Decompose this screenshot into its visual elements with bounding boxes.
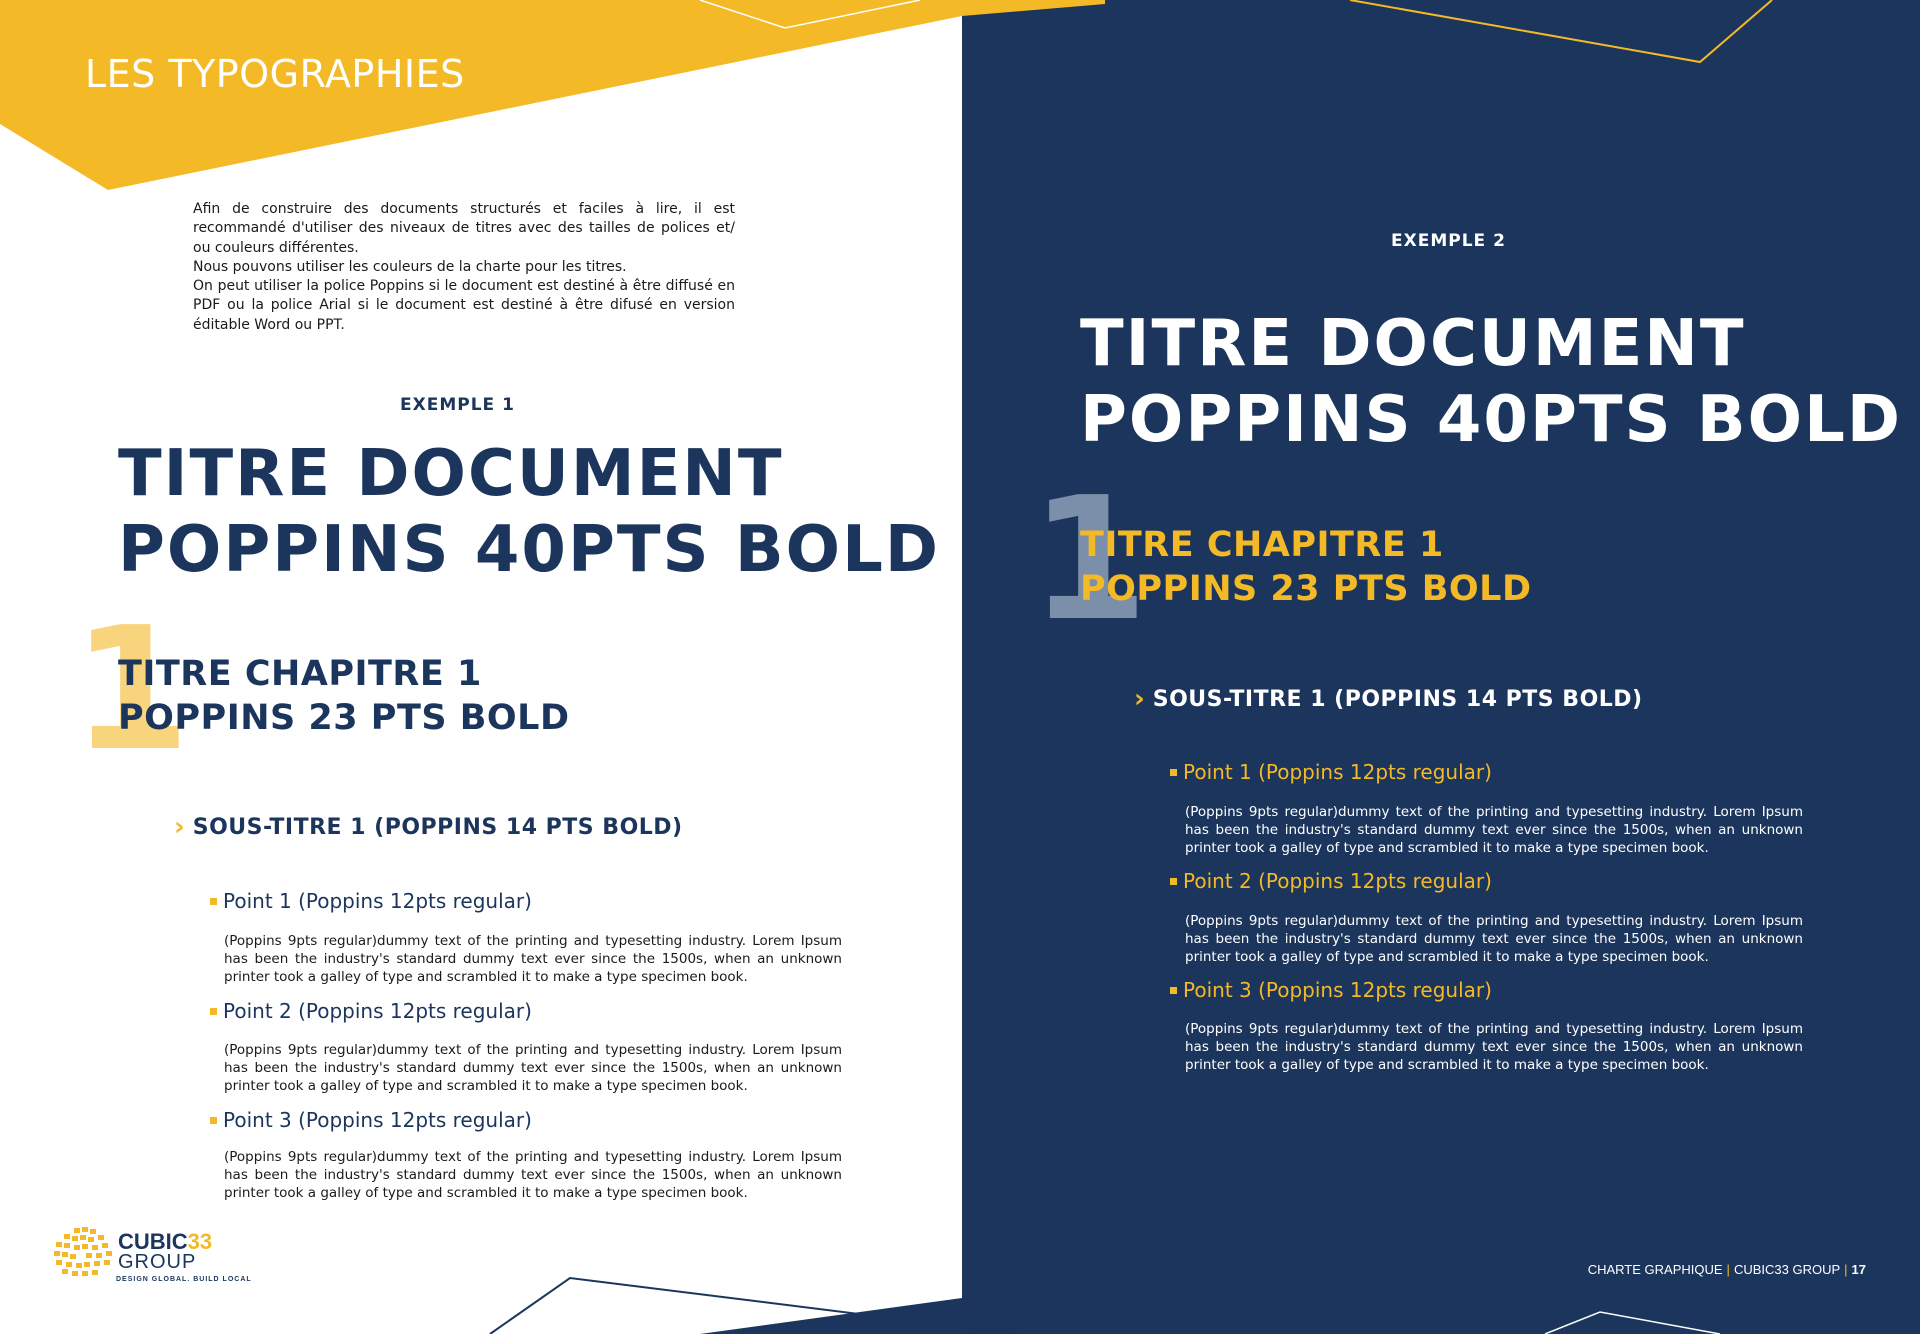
cube-logo-icon: [52, 1226, 114, 1280]
example2-subtitle-row: [1134, 686, 1643, 712]
example1-point1-label: Point 1 (Poppins 12pts regular): [223, 889, 532, 913]
intro-text: [193, 200, 735, 335]
example1-chapter-number: 1: [72, 591, 191, 789]
example2-doc-title-line2: POPPINS 40PTS BOLD: [1080, 383, 1902, 457]
company-logo: [52, 1226, 252, 1286]
bullet-square-icon: [1170, 878, 1177, 885]
example1-point2-row: [210, 999, 532, 1023]
example1-doc-title: [118, 436, 940, 588]
logo-tagline: DESIGN GLOBAL. BUILD LOCAL: [116, 1276, 252, 1283]
intro-paragraph-1: Afin de construire des documents structurés et faciles à lire, il est recommandé d'utiliser des niveaux de titres avec des tailles de polices et/ ou couleurs différentes.: [193, 201, 735, 256]
example1-subtitle: SOUS-TITRE 1 (POPPINS 14 PTS BOLD): [192, 814, 683, 840]
logo-name-part2: 33: [187, 1229, 213, 1254]
example2-point3-text: (Poppins 9pts regular)dummy text of the printing and typesetting industry. Lorem Ipsum has been the industry's standard dummy text ever since the 1500s, when an unknown printer took a galley of type and scrambled it to make a type specimen book.: [1185, 1021, 1803, 1073]
example2-subtitle: SOUS-TITRE 1 (POPPINS 14 PTS BOLD): [1152, 686, 1643, 712]
example2-point2-row: [1170, 869, 1492, 893]
example2-doc-title: [1080, 306, 1902, 458]
example1-subtitle-row: [174, 814, 683, 840]
bullet-square-icon: [1170, 769, 1177, 776]
bottom-wedge: [700, 1298, 962, 1334]
bullet-square-icon: [210, 898, 217, 905]
example1-doc-title-line1: TITRE DOCUMENT: [118, 437, 784, 511]
example1-point3-label: Point 3 (Poppins 12pts regular): [223, 1108, 532, 1132]
footer-middle: CUBIC33 GROUP: [1733, 1262, 1841, 1277]
example2-point3-label: Point 3 (Poppins 12pts regular): [1183, 978, 1492, 1002]
example2-chapter-line1: TITRE CHAPITRE 1: [1080, 525, 1444, 565]
page-footer: [1588, 1262, 1866, 1277]
example1-point2-label: Point 2 (Poppins 12pts regular): [223, 999, 532, 1023]
chevron-right-icon: ›: [1134, 684, 1145, 714]
example1-chapter-line1: TITRE CHAPITRE 1: [118, 654, 482, 694]
footer-separator: |: [1726, 1262, 1730, 1277]
example1-point1-row: [210, 889, 532, 913]
example2-point3-row: [1170, 978, 1492, 1002]
example2-chapter-title: [1080, 523, 1532, 611]
footer-separator: |: [1844, 1262, 1848, 1277]
example2-point2-label: Point 2 (Poppins 12pts regular): [1183, 869, 1492, 893]
logo-group-text: GROUP: [118, 1251, 197, 1273]
example2-chapter-number: 1: [1030, 461, 1149, 659]
example2-point1-label: Point 1 (Poppins 12pts regular): [1183, 760, 1492, 784]
example1-doc-title-line2: POPPINS 40PTS BOLD: [118, 513, 940, 587]
page-number: 17: [1851, 1262, 1866, 1277]
example2-point2-text: (Poppins 9pts regular)dummy text of the printing and typesetting industry. Lorem Ipsum has been the industry's standard dummy text ever since the 1500s, when an unknown printer took a galley of type and scrambled it to make a type specimen book.: [1185, 913, 1803, 965]
footer-left: CHARTE GRAPHIQUE: [1587, 1262, 1723, 1277]
example1-label: EXEMPLE 1: [400, 395, 515, 415]
example1-point2-text: (Poppins 9pts regular)dummy text of the printing and typesetting industry. Lorem Ipsum has been the industry's standard dummy text ever since the 1500s, when an unknown printer took a galley of type and scrambled it to make a type specimen book.: [224, 1042, 842, 1094]
example1-point3-row: [210, 1108, 532, 1132]
example2-doc-title-line1: TITRE DOCUMENT: [1080, 307, 1746, 381]
navy-panel: [962, 0, 1920, 1334]
example2-point1-text: (Poppins 9pts regular)dummy text of the printing and typesetting industry. Lorem Ipsum has been the industry's standard dummy text ever since the 1500s, when an unknown printer took a galley of type and scrambled it to make a type specimen book.: [1185, 804, 1803, 856]
example2-point1-row: [1170, 760, 1492, 784]
example1-chapter-title: [118, 652, 570, 740]
example2-chapter-line2: POPPINS 23 PTS BOLD: [1080, 569, 1532, 609]
example1-chapter-line2: POPPINS 23 PTS BOLD: [118, 698, 570, 738]
bullet-square-icon: [1170, 987, 1177, 994]
bullet-square-icon: [210, 1117, 217, 1124]
intro-paragraph-3: On peut utiliser la police Poppins si le document est destiné à être diffusé en PDF ou la police Arial si le document est destiné à être difusé en version éditable Word ou PPT.: [193, 278, 735, 333]
example1-point1-text: (Poppins 9pts regular)dummy text of the printing and typesetting industry. Lorem Ipsum has been the industry's standard dummy text ever since the 1500s, when an unknown printer took a galley of type and scrambled it to make a type specimen book.: [224, 933, 842, 985]
intro-paragraph-2: Nous pouvons utiliser les couleurs de la charte pour les titres.: [193, 258, 627, 275]
example2-label: EXEMPLE 2: [1391, 231, 1506, 251]
logo-name: [118, 1231, 212, 1253]
bullet-square-icon: [210, 1008, 217, 1015]
logo-name-part1: CUBIC: [118, 1229, 188, 1254]
page-title: LES TYPOGRAPHIES: [85, 52, 465, 96]
example1-point3-text: (Poppins 9pts regular)dummy text of the printing and typesetting industry. Lorem Ipsum has been the industry's standard dummy text ever since the 1500s, when an unknown printer took a galley of type and scrambled it to make a type specimen book.: [224, 1149, 842, 1201]
chevron-right-icon: ›: [174, 812, 185, 842]
